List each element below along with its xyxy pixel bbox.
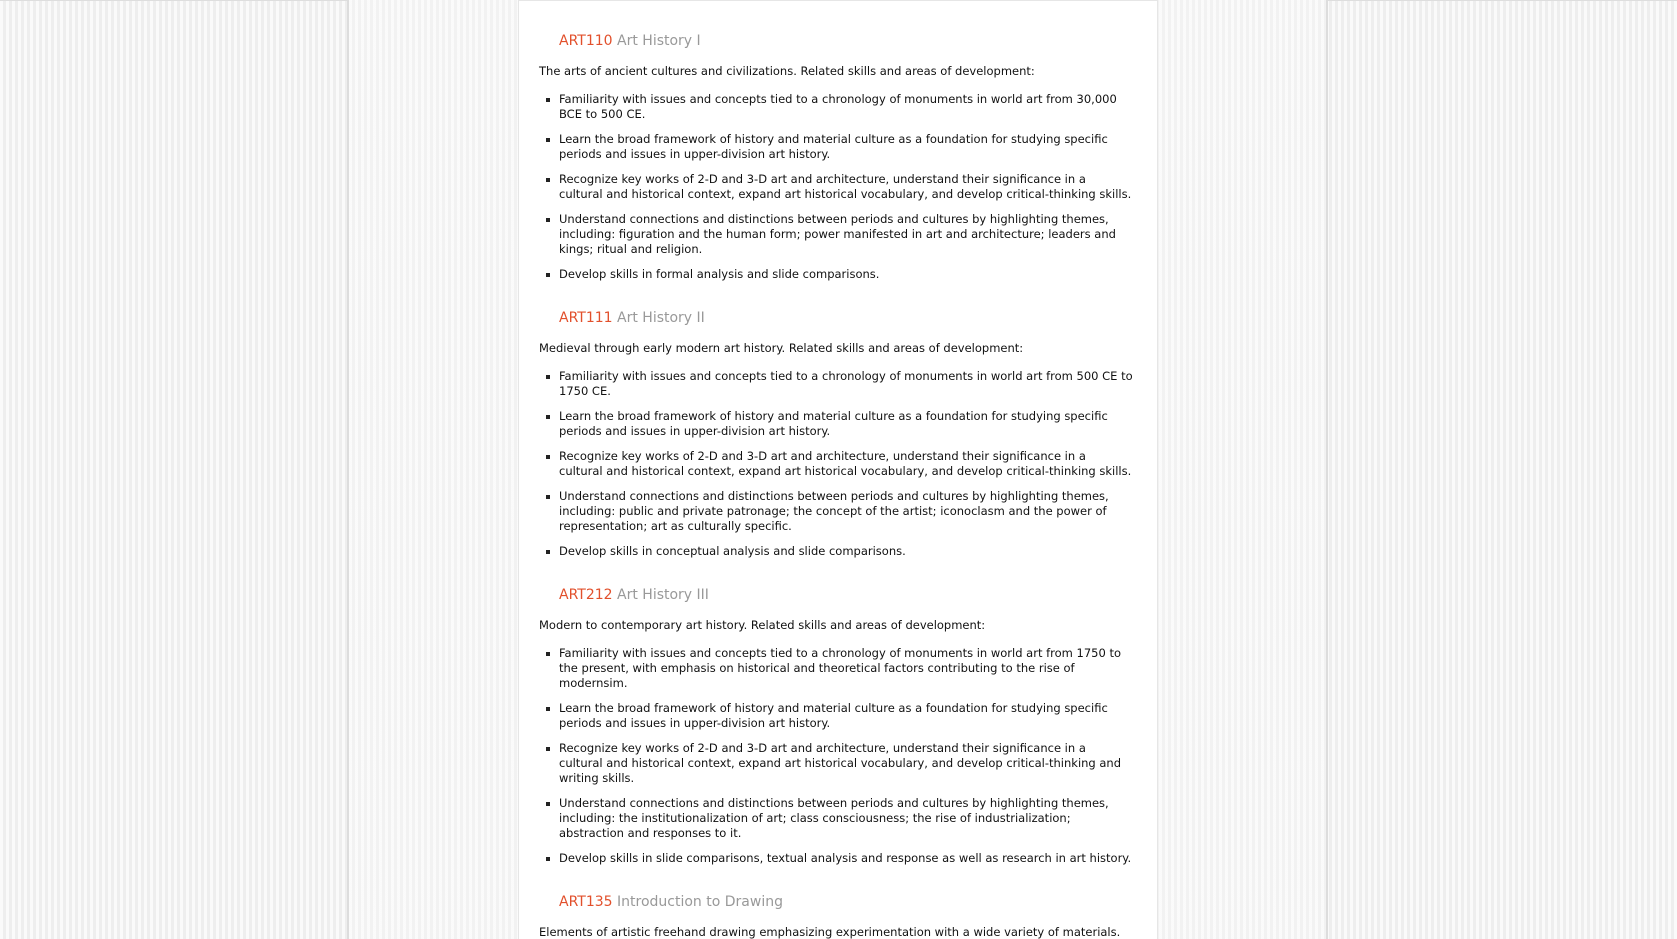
outcomes-list — [539, 646, 1133, 866]
course-code: ART212 — [559, 587, 613, 603]
outcomes-list — [539, 369, 1133, 559]
list-item: Familiarity with issues and concepts tied to a chronology of monuments in world art from 500 CE to 1750 CE. — [559, 369, 1133, 398]
course-art212 — [539, 585, 1133, 866]
course-description: The arts of ancient cultures and civilizations. Related skills and areas of development: — [539, 64, 1035, 78]
course-heading — [559, 308, 1133, 328]
list-item: Develop skills in formal analysis and slide comparisons. — [559, 267, 1133, 282]
course-title: Art History I — [617, 33, 701, 49]
list-item: Develop skills in slide comparisons, textual analysis and response as well as research in art history. — [559, 851, 1132, 865]
list-item: Learn the broad framework of history and material culture as a foundation for studying specific periods and issues in upper-division art history. — [559, 409, 1133, 439]
course-title: Art History II — [617, 310, 705, 326]
list-item: Understand connections and distinctions between periods and cultures by highlighting themes, including: figuration and the human form; power manifested in art and architecture; leaders and kings; ritual and religion. — [559, 212, 1133, 257]
course-art111 — [539, 308, 1133, 559]
outcomes-list — [539, 92, 1133, 282]
course-heading — [559, 31, 1133, 51]
list-item: Recognize key works of 2-D and 3-D art and architecture, understand their significance in a cultural and historical context, expand art historical vocabulary, and develop critical-thinking skills. — [559, 172, 1132, 201]
course-description: Elements of artistic freehand drawing emphasizing experimentation with a wide variety of materials. — [539, 925, 1121, 939]
list-item: Learn the broad framework of history and material culture as a foundation for studying specific periods and issues in upper-division art history. — [559, 701, 1133, 731]
course-title: Introduction to Drawing — [617, 894, 783, 910]
course-code: ART111 — [559, 310, 613, 326]
list-item: Understand connections and distinctions between periods and cultures by highlighting themes, including: public and private patronage; the concept of the artist; iconoclasm and the power of representation; art as culturally specific. — [559, 489, 1133, 534]
course-code: ART110 — [559, 33, 613, 49]
course-heading — [559, 892, 1133, 912]
course-code: ART135 — [559, 894, 613, 910]
course-description: Medieval through early modern art history. Related skills and areas of development: — [539, 341, 1024, 355]
course-art135 — [539, 892, 1133, 939]
list-item: Recognize key works of 2-D and 3-D art and architecture, understand their significance in a cultural and historical context, expand art historical vocabulary, and develop critical-thinking skills. — [559, 449, 1132, 478]
course-art110 — [539, 31, 1133, 282]
main-content — [518, 0, 1158, 939]
list-item: Understand connections and distinctions between periods and cultures by highlighting themes, including: the institutionalization of art; class consciousness; the rise of industrialization; abstraction and responses to it. — [559, 796, 1133, 841]
list-item: Recognize key works of 2-D and 3-D art and architecture, understand their significance in a cultural and historical context, expand art historical vocabulary, and develop critical-thinking and writing skills. — [559, 741, 1133, 786]
list-item: Familiarity with issues and concepts tied to a chronology of monuments in world art from 30,000 BCE to 500 CE. — [559, 92, 1133, 122]
course-description: Modern to contemporary art history. Related skills and areas of development: — [539, 618, 986, 632]
list-item: Develop skills in conceptual analysis and slide comparisons. — [559, 544, 1133, 559]
course-title: Art History III — [617, 587, 709, 603]
course-heading — [559, 585, 1133, 605]
list-item: Familiarity with issues and concepts tied to a chronology of monuments in world art from 1750 to the present, with emphasis on historical and theoretical factors contributing to the rise of modernsim. — [559, 646, 1133, 691]
list-item: Learn the broad framework of history and material culture as a foundation for studying specific periods and issues in upper-division art history. — [559, 132, 1133, 162]
